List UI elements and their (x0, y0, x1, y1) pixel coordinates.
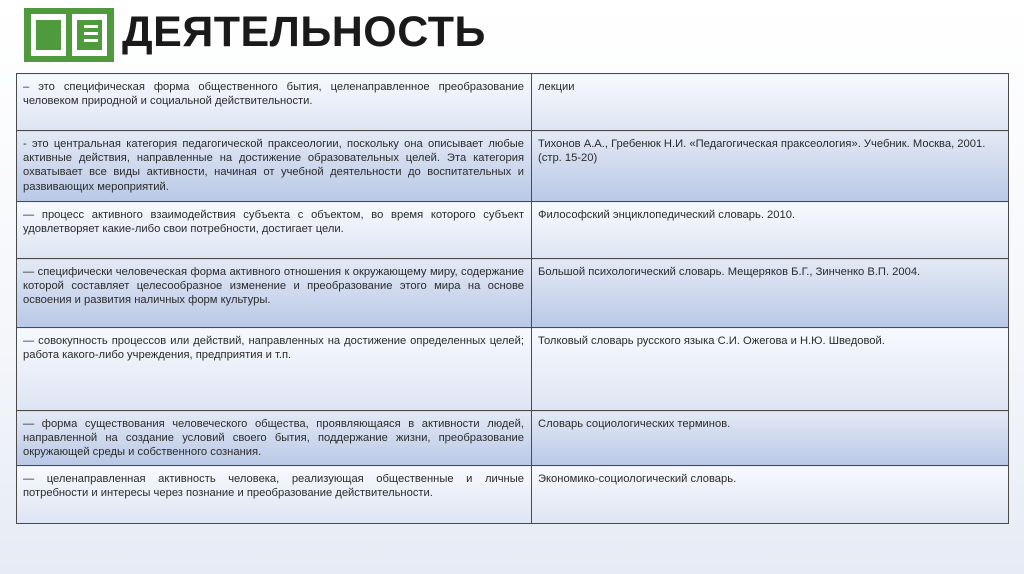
table-row (17, 74, 1009, 131)
table-row (17, 131, 1009, 202)
source-cell: Словарь социологических терминов. (532, 411, 1009, 466)
source-cell: Толковый словарь русского языка С.И. Ожегова и Н.Ю. Шведовой. (532, 328, 1009, 411)
definition-cell: — форма существования человеческого общества, проявляющаяся в активности людей, направленной на создание условий своего бытия, поддержание жизни, преобразование окружающей среды и собственного сознания. (17, 411, 532, 466)
source-cell: Экономико-социологический словарь. (532, 466, 1009, 524)
table-row (17, 411, 1009, 466)
title-bar (0, 0, 1024, 70)
definition-cell: — специфически человеческая форма активного отношения к окружающему миру, содержание которой составляет целесообразное изменение и преобразование этого мира на основе освоения и развития наличных форм культуры. (17, 259, 532, 328)
definition-cell: - это центральная категория педагогической праксеологии, поскольку она описывает любые активные действия, направленные на достижение образовательных целей. Эта категория охватывает все виды активности, начиная от учебной деятельности до воспитательных и развивающих мероприятий. (17, 131, 532, 202)
source-cell: Тихонов А.А., Гребенюк Н.И. «Педагогическая праксеология». Учебник. Москва, 2001. (стр. 15-20) (532, 131, 1009, 202)
source-cell: лекции (532, 74, 1009, 131)
definitions-table (16, 73, 1009, 524)
definition-cell: — совокупность процессов или действий, направленных на достижение определенных целей; работа какого-либо учреждения, предприятия и т.п. (17, 328, 532, 411)
definition-cell: – это специфическая форма общественного бытия, целенаправленное преобразование человеком природной и социальной действительности. (17, 74, 532, 131)
table-row (17, 259, 1009, 328)
source-cell: Большой психологический словарь. Мещеряков Б.Г., Зинченко В.П. 2004. (532, 259, 1009, 328)
page-title: ДЕЯТЕЛЬНОСТЬ (122, 8, 486, 56)
table-row (17, 466, 1009, 524)
table-row (17, 328, 1009, 411)
open-book-icon (22, 6, 116, 64)
definition-cell: — процесс активного взаимодействия субъекта с объектом, во время которого субъект удовлетворяет какие-либо свои потребности, достигает цели. (17, 202, 532, 259)
definition-cell: — целенаправленная активность человека, реализующая общественные и личные потребности и интересы через познание и преобразование действительности. (17, 466, 532, 524)
table-row (17, 202, 1009, 259)
source-cell: Философский энциклопедический словарь. 2010. (532, 202, 1009, 259)
